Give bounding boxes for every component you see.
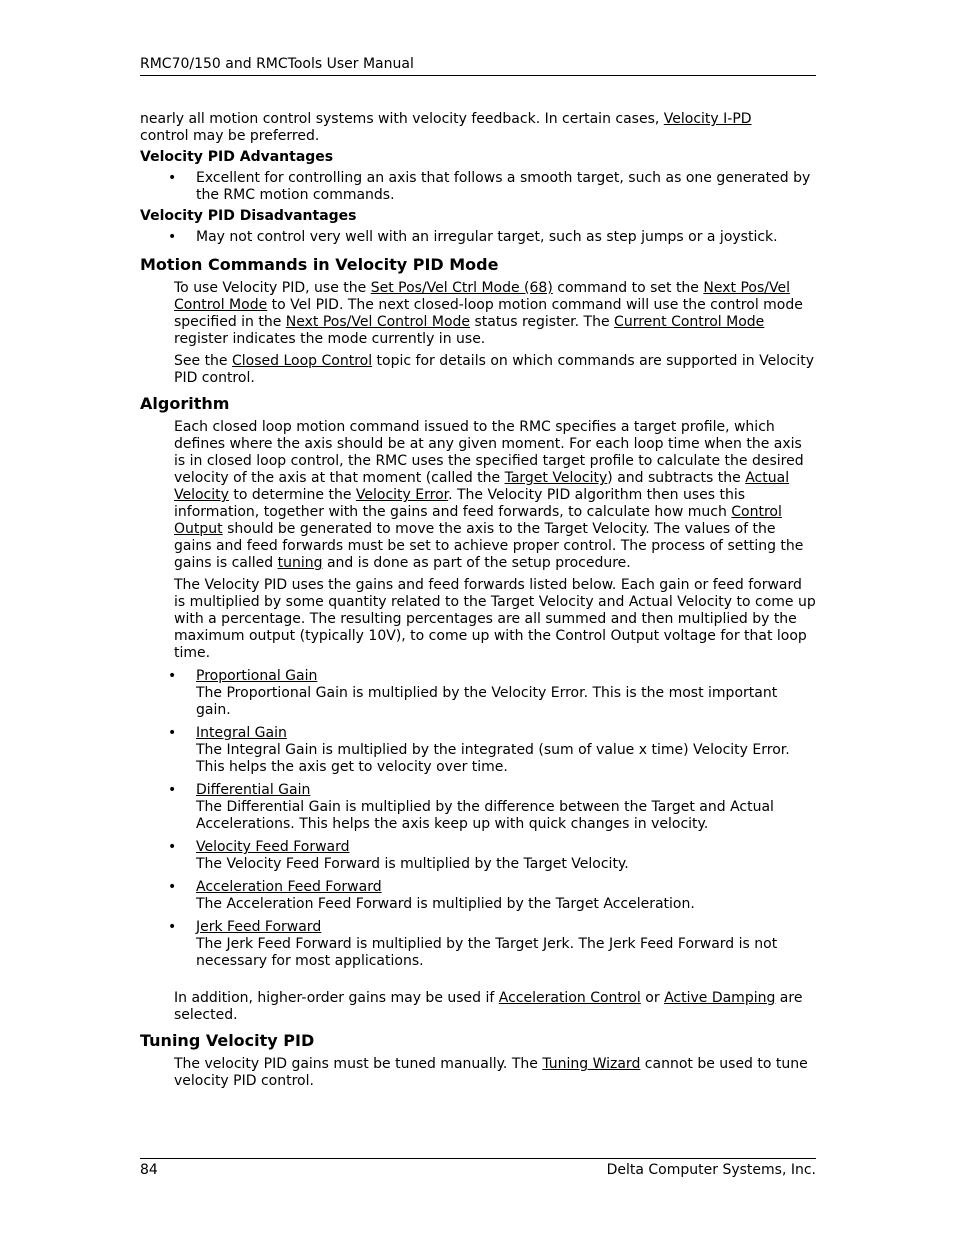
list-item <box>168 668 816 719</box>
motion-commands-heading: Motion Commands in Velocity PID Mode <box>140 255 499 274</box>
text: status register. The <box>470 314 615 330</box>
gains-list <box>168 668 816 970</box>
text: . The Velocity PID algorithm then uses this information, together with the gains and feed forwards, to calculate how much <box>174 487 746 520</box>
text: to Vel PID. The next closed-loop motion command will use the control mode specified in the <box>174 297 803 330</box>
disadvantages-heading: Velocity PID Disadvantages <box>140 208 357 224</box>
list-item <box>168 725 816 776</box>
motion-paragraph-1 <box>174 280 816 348</box>
algorithm-paragraph-1 <box>174 419 816 572</box>
list-item <box>168 919 816 970</box>
bullet-icon: • <box>168 229 177 245</box>
text: In addition, higher-order gains may be used if <box>174 990 499 1006</box>
motion-paragraph-2 <box>174 353 816 387</box>
text: control may be preferred. <box>140 128 320 144</box>
link-control-output[interactable]: Control Output <box>174 504 782 537</box>
text: The Acceleration Feed Forward is multiplied by the Target Acceleration. <box>196 896 695 912</box>
advantages-heading: Velocity PID Advantages <box>140 149 334 165</box>
link-target-velocity[interactable]: Target Velocity <box>504 470 608 486</box>
motion-section <box>174 280 816 387</box>
text: to determine the <box>228 487 356 503</box>
algorithm-paragraph-3 <box>174 990 816 1024</box>
text: are selected. <box>174 990 803 1023</box>
bullet-icon: • <box>168 170 177 186</box>
text: The Velocity Feed Forward is multiplied by the Target Velocity. <box>196 856 629 872</box>
link-active-damping[interactable]: Active Damping <box>664 990 776 1006</box>
link-tuning-wizard[interactable]: Tuning Wizard <box>542 1056 641 1072</box>
list-item <box>168 782 816 833</box>
text: command to set the <box>552 280 704 296</box>
text: cannot be used to tune velocity PID control. <box>174 1056 808 1089</box>
link-current-control-mode[interactable]: Current Control Mode <box>614 314 765 330</box>
tuning-paragraph <box>174 1056 816 1090</box>
text: and is done as part of the setup procedure. <box>322 555 631 571</box>
link-proportional-gain[interactable]: Proportional Gain <box>196 668 318 684</box>
link-velocity-feed-forward[interactable]: Velocity Feed Forward <box>196 839 350 855</box>
link-jerk-feed-forward[interactable]: Jerk Feed Forward <box>196 919 322 935</box>
text: should be generated to move the axis to the Target Velocity. The values of the gains and feed forwards must be set to achieve proper control. The process of setting the gains is called <box>174 521 804 571</box>
text: The velocity PID gains must be tuned manually. The <box>174 1056 543 1072</box>
bullet-icon: • <box>168 725 177 741</box>
text: topic for details on which commands are supported in Velocity PID control. <box>174 353 814 386</box>
link-next-pos-vel-control-mode-2[interactable]: Next Pos/Vel Control Mode <box>285 314 471 330</box>
link-acceleration-feed-forward[interactable]: Acceleration Feed Forward <box>196 879 382 895</box>
text: May not control very well with an irregular target, such as step jumps or a joystick. <box>196 229 778 245</box>
link-closed-loop-control[interactable]: Closed Loop Control <box>232 353 373 369</box>
page-header <box>140 56 816 76</box>
text: register indicates the mode currently in use. <box>174 331 486 347</box>
bullet-icon: • <box>168 668 177 684</box>
link-velocity-i-pd[interactable]: Velocity I-PD <box>663 111 752 127</box>
text: The Jerk Feed Forward is multiplied by the Target Jerk. The Jerk Feed Forward is not necessary for most applications. <box>196 936 778 969</box>
list-item <box>168 839 816 873</box>
bullet-icon: • <box>168 919 177 935</box>
bullet-icon: • <box>168 782 177 798</box>
text: The Proportional Gain is multiplied by the Velocity Error. This is the most important gain. <box>196 685 778 718</box>
tuning-section <box>174 1056 816 1090</box>
text: The Differential Gain is multiplied by the difference between the Target and Actual Accelerations. This helps the axis keep up with quick changes in velocity. <box>196 799 774 832</box>
advantages-list <box>140 170 816 204</box>
text: See the <box>174 353 232 369</box>
text: Excellent for controlling an axis that follows a smooth target, such as one generated by the RMC motion commands. <box>196 170 811 203</box>
text: nearly all motion control systems with velocity feedback. In certain cases, <box>140 111 664 127</box>
algorithm-paragraph-2: The Velocity PID uses the gains and feed forwards listed below. Each gain or feed forward is multiplied by some quantity related to the Target Velocity and Actual Velocity to come up with a percentage. The resulting percentages are all summed and then multiplied by the maximum output (typically 10V), to come up with the Control Output voltage for that loop time. <box>174 577 816 661</box>
list-item <box>168 879 816 913</box>
text: To use Velocity PID, use the <box>174 280 371 296</box>
tuning-heading: Tuning Velocity PID <box>140 1031 315 1050</box>
bullet-icon: • <box>168 839 177 855</box>
list-item <box>140 229 816 246</box>
disadvantages-list <box>140 229 816 246</box>
bullet-icon: • <box>168 879 177 895</box>
algorithm-heading: Algorithm <box>140 394 230 413</box>
text: The Integral Gain is multiplied by the integrated (sum of value x time) Velocity Error. This helps the axis get to velocity over time. <box>196 742 790 775</box>
intro-paragraph <box>140 111 816 145</box>
algorithm-section <box>168 419 816 1024</box>
link-acceleration-control[interactable]: Acceleration Control <box>498 990 641 1006</box>
list-item <box>140 170 816 204</box>
page-number: 84 <box>140 1162 158 1178</box>
page-footer <box>140 1158 816 1179</box>
link-next-pos-vel-control-mode[interactable]: Next Pos/Vel Control Mode <box>174 280 790 313</box>
link-actual-velocity[interactable]: Actual Velocity <box>174 470 790 503</box>
link-differential-gain[interactable]: Differential Gain <box>196 782 311 798</box>
text: Each closed loop motion command issued to the RMC specifies a target profile, which defines where the axis should be at any given moment. For each loop time when the axis is in closed loop control, the RMC uses the specified target profile to calculate the desired velocity of the axis at that moment (called the <box>174 419 804 486</box>
link-tuning[interactable]: tuning <box>277 555 323 571</box>
text: ) and subtracts the <box>607 470 746 486</box>
link-set-pos-vel-ctrl-mode[interactable]: Set Pos/Vel Ctrl Mode (68) <box>370 280 553 296</box>
link-velocity-error[interactable]: Velocity Error <box>355 487 449 503</box>
link-integral-gain[interactable]: Integral Gain <box>196 725 287 741</box>
page-content <box>140 111 816 1095</box>
text: or <box>640 990 665 1006</box>
company-name: Delta Computer Systems, Inc. <box>606 1162 816 1178</box>
manual-title: RMC70/150 and RMCTools User Manual <box>140 56 414 72</box>
